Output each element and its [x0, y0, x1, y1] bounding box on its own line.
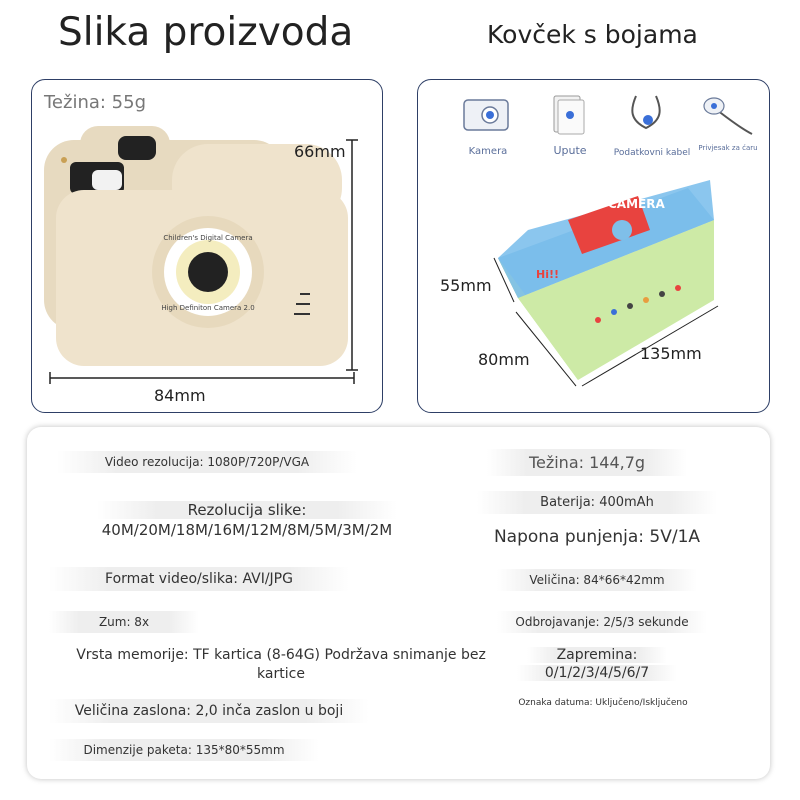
product-image-title: Slika proizvoda [58, 10, 354, 55]
camera-icon [464, 100, 508, 130]
spec-battery: Baterija: 400mAh [477, 491, 717, 514]
spec-zoom: Zum: 8x [49, 611, 199, 633]
accessory-label-camera: Kamera [468, 146, 508, 157]
lens-ring-top-text: Children's Digital Camera [163, 234, 253, 242]
camera-width-dimension: 84mm [154, 386, 206, 405]
camera-height-dimension: 66mm [294, 142, 346, 161]
accessory-label-manual: Upute [553, 144, 587, 157]
product-image-panel [31, 79, 383, 413]
spec-date-stamp: Oznaka datuma: Uključeno/Isključeno [518, 698, 688, 708]
lanyard-icon [704, 98, 752, 134]
camera-weight-label: Težina: 55g [44, 92, 147, 113]
box-height-dimension: 55mm [440, 276, 492, 295]
spec-image-resolution-values: 40M/20M/18M/16M/12M/8M/5M/3M/2M [101, 521, 393, 539]
spec-delay-values: 0/1/2/3/4/5/6/7 [517, 665, 677, 681]
spec-charging-voltage: Napona punjenja: 5V/1A [493, 527, 701, 547]
lens-ring-bottom-text: High Definiton Camera 2.0 [161, 304, 255, 312]
cable-icon [632, 96, 659, 128]
spec-screen-size: Veličina zaslona: 2,0 inča zaslon u boji [49, 699, 369, 723]
spec-countdown: Odbrojavanje: 2/5/3 sekunde [497, 611, 707, 633]
accessory-label-lanyard: Privjesak za ćaru [698, 144, 758, 152]
spec-delay-label: Zapremina: [527, 647, 667, 663]
box-hello-text: Hi!! [536, 268, 560, 281]
box-length-dimension: 135mm [640, 344, 702, 363]
spec-image-resolution-label: Rezolucija slike: [97, 501, 397, 519]
color-box-panel [417, 79, 770, 413]
spec-size: Veličina: 84*66*42mm [497, 569, 697, 591]
manual-icon [554, 96, 584, 134]
spec-format: Format video/slika: AVI/JPG [49, 567, 349, 591]
spec-memory-line2: kartice [257, 666, 305, 682]
spec-weight: Težina: 144,7g [487, 449, 687, 476]
accessory-label-cable: Podatkovni kabel [613, 148, 691, 158]
box-depth-dimension: 80mm [478, 350, 530, 369]
color-box-title: Kovček s bojama [487, 20, 698, 49]
spec-memory-line1: Vrsta memorije: TF kartica (8-64G) Podržava snimanje bez [76, 647, 486, 663]
kids-camera-illustration [32, 80, 382, 412]
spec-package-dims: Dimenzije paketa: 135*80*55mm [49, 739, 319, 761]
box-word-text: CAMERA [608, 197, 665, 211]
spec-video-resolution: Video rezolucija: 1080P/720P/VGA [57, 451, 357, 473]
specifications-card [27, 427, 770, 779]
